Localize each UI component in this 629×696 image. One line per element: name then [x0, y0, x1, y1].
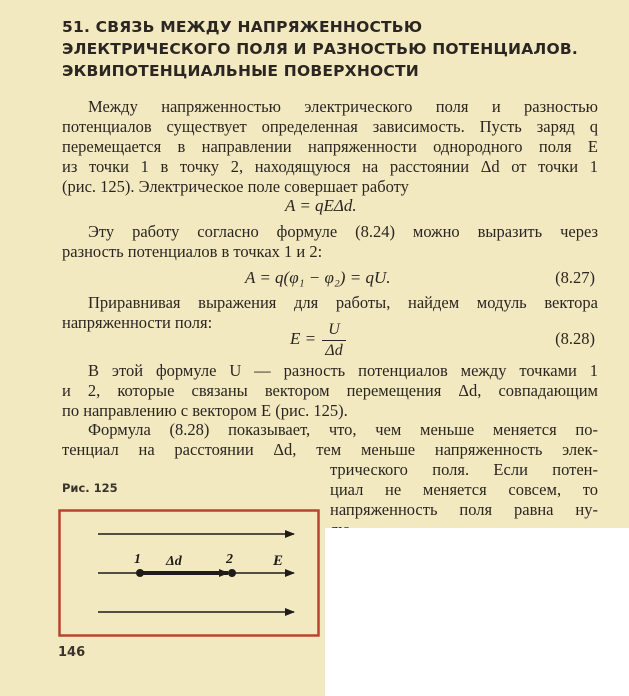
point-1-marker [136, 569, 144, 577]
paragraph-line: В этой формуле U — разность потенциалов между точками 1 [88, 361, 598, 380]
paragraph-line: циал не меняется совсем, то [330, 480, 598, 499]
equation-number: (8.28) [555, 329, 595, 348]
formula-work: A = qEΔd. [285, 196, 357, 215]
formula-8-28-lhs: E = [290, 329, 317, 348]
section-heading [62, 16, 602, 82]
fraction-denominator: Δd [325, 342, 343, 359]
paragraph-line: Эту работу согласно формуле (8.24) можно выразить через [88, 222, 598, 241]
point-1-label: 1 [134, 552, 141, 567]
field-label: E [273, 553, 284, 569]
paragraph-line: тенциал на расстоянии Δd, тем меньше напряженность элек- [62, 440, 598, 459]
blank-region [325, 528, 629, 696]
paragraph-line: трического поля. Если потен- [330, 460, 598, 479]
paragraph-line: по направлению с вектором E (рис. 125). [62, 401, 348, 420]
point-2-marker [228, 569, 236, 577]
fraction [322, 321, 346, 360]
paragraph-line: Между напряженностью электрического поля и разностью [88, 97, 598, 116]
heading-line: ЭЛЕКТРИЧЕСКОГО ПОЛЯ И РАЗНОСТЬЮ ПОТЕНЦИАЛОВ. [62, 40, 578, 58]
paragraph-line: Приравнивая выражения для работы, найдем модуль вектора [88, 293, 598, 312]
fraction-bar [322, 340, 346, 341]
page-number: 146 [58, 645, 86, 660]
point-2-label: 2 [226, 552, 233, 567]
paragraph-line: напряженность поля равна ну- [330, 500, 598, 519]
paragraph-line: из точки 1 в точку 2, находящуюся на расстоянии Δd от точки 1 [62, 157, 598, 176]
equation-number: (8.27) [555, 268, 595, 287]
paragraph-line: и 2, которые связаны вектором перемещения Δd, совпадающим [62, 381, 598, 400]
formula-8-27: A = q(φ₁ − φ₂) = qU. [245, 268, 391, 287]
fraction-numerator: U [328, 321, 340, 338]
paragraph-line: напряженности поля: [62, 313, 213, 332]
paragraph-line: (рис. 125). Электрическое поле совершает работу [62, 177, 409, 196]
figure-caption: Рис. 125 [62, 481, 118, 495]
paragraph-line: разность потенциалов в точках 1 и 2: [62, 242, 323, 261]
heading-line: ЭКВИПОТЕНЦИАЛЬНЫЕ ПОВЕРХНОСТИ [62, 62, 419, 80]
displacement-label: Δd [166, 554, 182, 569]
paragraph-line: перемещается в направлении напряженности однородного поля E [62, 137, 598, 156]
paragraph-line: Формула (8.28) показывает, что, чем меньше меняется по- [88, 420, 598, 439]
paragraph-line: потенциалов существует определенная зависимость. Пусть заряд q [62, 117, 598, 136]
figure-125 [58, 509, 320, 637]
heading-line: 51. СВЯЗЬ МЕЖДУ НАПРЯЖЕННОСТЬЮ [62, 18, 423, 36]
